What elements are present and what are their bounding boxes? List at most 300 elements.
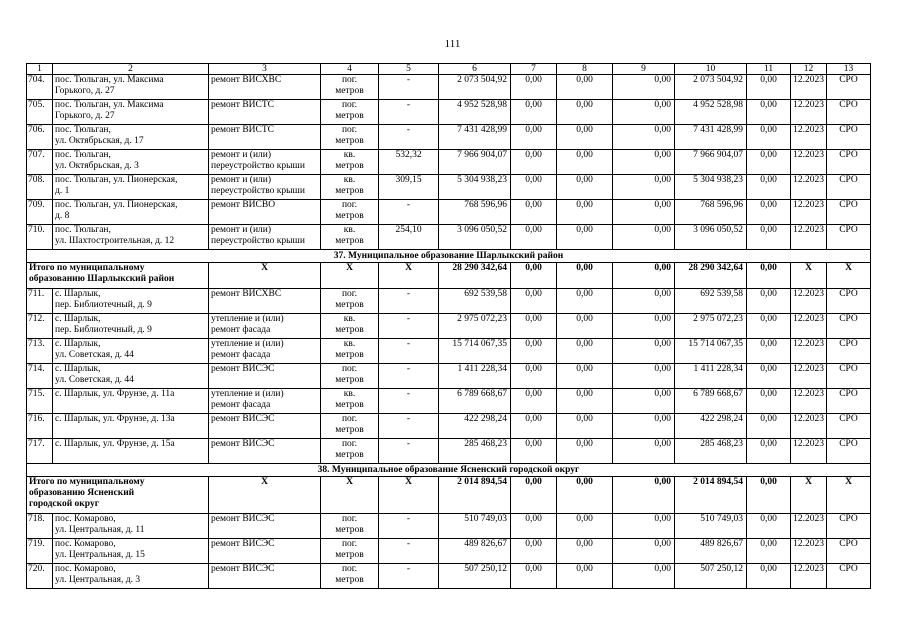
work-type-line: ремонт ВИСЭС bbox=[211, 539, 275, 549]
address-line: пос. Тюльган, ул. Максима bbox=[55, 100, 164, 110]
address-line: ул. Центральная, д. 3 bbox=[55, 575, 141, 585]
value-cell: 0,00 bbox=[613, 289, 675, 314]
cost-total-cell: 489 826,67 bbox=[439, 539, 511, 564]
area-cell: - bbox=[379, 564, 439, 589]
value-cell: 0,00 bbox=[511, 539, 557, 564]
row-number: 712. bbox=[27, 314, 53, 339]
unit-line: метров bbox=[335, 550, 364, 560]
unit-line: метров bbox=[335, 300, 364, 310]
unit-line: пог. bbox=[341, 200, 358, 210]
value-cell: 0,00 bbox=[613, 564, 675, 589]
x-cell: X bbox=[827, 263, 871, 289]
table-row bbox=[27, 439, 871, 464]
value-cell: 0,00 bbox=[511, 477, 557, 514]
work-type-line: переустройство крыши bbox=[211, 161, 305, 171]
value-cell: 0,00 bbox=[747, 175, 791, 200]
unit-line: пог. bbox=[341, 100, 358, 110]
unit-line: пог. bbox=[341, 564, 358, 574]
address-line: пер. Библиотечный, д. 9 bbox=[55, 325, 152, 335]
unit-line: метров bbox=[335, 86, 364, 96]
address-cell bbox=[53, 175, 209, 200]
method-cell: СРО bbox=[827, 414, 871, 439]
value-cell: 0,00 bbox=[613, 414, 675, 439]
unit-line: метров bbox=[335, 136, 364, 146]
unit-line: пог. bbox=[341, 75, 358, 85]
value-cell: 0,00 bbox=[511, 125, 557, 150]
cost-fund-cell: 4 952 528,98 bbox=[675, 100, 747, 125]
cost-fund-cell: 510 749,03 bbox=[675, 514, 747, 539]
value-cell: 0,00 bbox=[747, 225, 791, 250]
column-header: 4 bbox=[321, 64, 379, 75]
total-row bbox=[27, 477, 871, 514]
table-row bbox=[27, 100, 871, 125]
cost-total-cell: 2 975 072,23 bbox=[439, 314, 511, 339]
address-line: ул. Октябрьская, д. 17 bbox=[55, 136, 144, 146]
cost-total-cell: 510 749,03 bbox=[439, 514, 511, 539]
value-cell: 0,00 bbox=[613, 514, 675, 539]
value-cell: 0,00 bbox=[613, 200, 675, 225]
unit-cell bbox=[321, 439, 379, 464]
table-row bbox=[27, 339, 871, 364]
work-type-cell bbox=[209, 100, 321, 125]
row-number: 713. bbox=[27, 339, 53, 364]
column-header: 5 bbox=[379, 64, 439, 75]
row-number: 719. bbox=[27, 539, 53, 564]
cost-fund-cell: 15 714 067,35 bbox=[675, 339, 747, 364]
value-cell: 0,00 bbox=[613, 225, 675, 250]
value-cell: 0,00 bbox=[613, 263, 675, 289]
value-cell: 0,00 bbox=[557, 414, 613, 439]
unit-line: метров bbox=[335, 350, 364, 360]
work-type-line: ремонт ВИСТС bbox=[211, 100, 275, 110]
unit-line: метров bbox=[335, 525, 364, 535]
value-cell: 0,00 bbox=[557, 314, 613, 339]
x-cell: X bbox=[321, 477, 379, 514]
method-cell: СРО bbox=[827, 125, 871, 150]
work-type-line: ремонт и (или) bbox=[211, 225, 272, 235]
unit-line: метров bbox=[335, 425, 364, 435]
area-cell: - bbox=[379, 75, 439, 100]
work-type-line: ремонт и (или) bbox=[211, 150, 272, 160]
cost-total-cell: 285 468,23 bbox=[439, 439, 511, 464]
unit-cell bbox=[321, 225, 379, 250]
deadline-cell: 12.2023 bbox=[791, 389, 827, 414]
deadline-cell: 12.2023 bbox=[791, 364, 827, 389]
work-type-cell bbox=[209, 389, 321, 414]
unit-line: метров bbox=[335, 236, 364, 246]
address-line: с. Шарлык, ул. Фрунзе, д. 15а bbox=[55, 439, 175, 449]
work-type-cell bbox=[209, 175, 321, 200]
deadline-cell: 12.2023 bbox=[791, 200, 827, 225]
value-cell: 0,00 bbox=[557, 150, 613, 175]
value-cell: 0,00 bbox=[613, 100, 675, 125]
table-row bbox=[27, 364, 871, 389]
section-row bbox=[27, 464, 871, 477]
column-header: 12 bbox=[791, 64, 827, 75]
row-number: 714. bbox=[27, 364, 53, 389]
cost-total-cell: 2 073 504,92 bbox=[439, 75, 511, 100]
work-type-line: ремонт ВИСТС bbox=[211, 125, 275, 135]
method-cell: СРО bbox=[827, 100, 871, 125]
cost-fund-cell: 2 073 504,92 bbox=[675, 75, 747, 100]
row-number: 716. bbox=[27, 414, 53, 439]
value-cell: 0,00 bbox=[511, 414, 557, 439]
address-line: пос. Тюльган, ул. Максима bbox=[55, 75, 164, 85]
value-cell: 0,00 bbox=[557, 439, 613, 464]
value-cell: 0,00 bbox=[613, 364, 675, 389]
address-cell bbox=[53, 289, 209, 314]
value-cell: 0,00 bbox=[613, 150, 675, 175]
unit-line: пог. bbox=[341, 539, 358, 549]
address-line: д. 8 bbox=[55, 211, 70, 221]
row-number: 708. bbox=[27, 175, 53, 200]
value-cell: 0,00 bbox=[557, 477, 613, 514]
value-cell: 0,00 bbox=[511, 150, 557, 175]
method-cell: СРО bbox=[827, 364, 871, 389]
row-number: 705. bbox=[27, 100, 53, 125]
deadline-cell: 12.2023 bbox=[791, 564, 827, 589]
method-cell: СРО bbox=[827, 389, 871, 414]
deadline-cell: 12.2023 bbox=[791, 314, 827, 339]
header-row bbox=[27, 64, 871, 75]
unit-line: метров bbox=[335, 575, 364, 585]
deadline-cell: 12.2023 bbox=[791, 150, 827, 175]
method-cell: СРО bbox=[827, 339, 871, 364]
total-label-line: Итого по муниципальному bbox=[29, 263, 145, 273]
method-cell: СРО bbox=[827, 150, 871, 175]
deadline-cell: 12.2023 bbox=[791, 125, 827, 150]
area-cell: 532,32 bbox=[379, 150, 439, 175]
value-cell: 0,00 bbox=[613, 125, 675, 150]
address-cell bbox=[53, 414, 209, 439]
cost-fund-cell: 7 966 904,07 bbox=[675, 150, 747, 175]
unit-line: метров bbox=[335, 375, 364, 385]
unit-cell bbox=[321, 200, 379, 225]
total-label-line: образованию Ясненский bbox=[29, 488, 135, 498]
cost-fund-cell: 2 975 072,23 bbox=[675, 314, 747, 339]
value-cell: 0,00 bbox=[747, 100, 791, 125]
value-cell: 0,00 bbox=[511, 514, 557, 539]
value-cell: 0,00 bbox=[511, 564, 557, 589]
unit-line: метров bbox=[335, 325, 364, 335]
cost-total-cell: 3 096 050,52 bbox=[439, 225, 511, 250]
unit-line: кв. bbox=[343, 175, 356, 185]
work-type-line: переустройство крыши bbox=[211, 186, 305, 196]
unit-line: кв. bbox=[343, 314, 356, 324]
address-line: пер. Библиотечный, д. 9 bbox=[55, 300, 152, 310]
address-line: Горького, д. 27 bbox=[55, 111, 115, 121]
column-header: 10 bbox=[675, 64, 747, 75]
method-cell: СРО bbox=[827, 314, 871, 339]
value-cell: 0,00 bbox=[557, 539, 613, 564]
deadline-cell: 12.2023 bbox=[791, 539, 827, 564]
cost-fund-cell: 7 431 428,99 bbox=[675, 125, 747, 150]
column-header: 2 bbox=[53, 64, 209, 75]
unit-line: метров bbox=[335, 111, 364, 121]
table-body bbox=[27, 64, 871, 589]
address-line: д. 1 bbox=[55, 186, 70, 196]
value-cell: 0,00 bbox=[747, 439, 791, 464]
work-type-cell bbox=[209, 414, 321, 439]
column-header: 8 bbox=[557, 64, 613, 75]
column-header: 3 bbox=[209, 64, 321, 75]
area-cell: 254,10 bbox=[379, 225, 439, 250]
table-row bbox=[27, 314, 871, 339]
unit-cell bbox=[321, 514, 379, 539]
deadline-cell: 12.2023 bbox=[791, 225, 827, 250]
area-cell: - bbox=[379, 414, 439, 439]
address-line: с. Шарлык, ул. Фрунзе, д. 11а bbox=[55, 389, 175, 399]
value-cell: 0,00 bbox=[747, 263, 791, 289]
row-number: 711. bbox=[27, 289, 53, 314]
address-cell bbox=[53, 339, 209, 364]
total-row bbox=[27, 263, 871, 289]
work-type-line: ремонт фасада bbox=[211, 350, 271, 360]
value-cell: 0,00 bbox=[613, 314, 675, 339]
cost-fund-cell: 692 539,58 bbox=[675, 289, 747, 314]
total-cost-cell: 28 290 342,64 bbox=[439, 263, 511, 289]
deadline-cell: 12.2023 bbox=[791, 175, 827, 200]
cost-fund-cell: 507 250,12 bbox=[675, 564, 747, 589]
column-header: 9 bbox=[613, 64, 675, 75]
work-type-line: переустройство крыши bbox=[211, 236, 305, 246]
method-cell: СРО bbox=[827, 200, 871, 225]
total-fund-cell: 2 014 894,54 bbox=[675, 477, 747, 514]
value-cell: 0,00 bbox=[557, 289, 613, 314]
section-title: 37. Муниципальное образование Шарлыкский район bbox=[27, 250, 871, 263]
cost-total-cell: 15 714 067,35 bbox=[439, 339, 511, 364]
address-line: с. Шарлык, bbox=[55, 364, 101, 374]
address-cell bbox=[53, 389, 209, 414]
value-cell: 0,00 bbox=[747, 289, 791, 314]
address-cell bbox=[53, 75, 209, 100]
work-type-line: ремонт ВИСВО bbox=[211, 200, 276, 210]
unit-line: метров bbox=[335, 211, 364, 221]
unit-line: пог. bbox=[341, 439, 358, 449]
value-cell: 0,00 bbox=[747, 564, 791, 589]
unit-line: кв. bbox=[343, 339, 356, 349]
cost-total-cell: 692 539,58 bbox=[439, 289, 511, 314]
cost-fund-cell: 1 411 228,34 bbox=[675, 364, 747, 389]
cost-fund-cell: 422 298,24 bbox=[675, 414, 747, 439]
value-cell: 0,00 bbox=[557, 100, 613, 125]
row-number: 706. bbox=[27, 125, 53, 150]
area-cell: - bbox=[379, 389, 439, 414]
address-line: ул. Шахтостроительная, д. 12 bbox=[55, 236, 175, 246]
method-cell: СРО bbox=[827, 175, 871, 200]
method-cell: СРО bbox=[827, 539, 871, 564]
row-number: 720. bbox=[27, 564, 53, 589]
value-cell: 0,00 bbox=[511, 75, 557, 100]
address-line: пос. Тюльган, ул. Пионерская, bbox=[55, 200, 178, 210]
unit-line: пог. bbox=[341, 514, 358, 524]
value-cell: 0,00 bbox=[747, 514, 791, 539]
table-row bbox=[27, 175, 871, 200]
work-type-cell bbox=[209, 125, 321, 150]
address-line: с. Шарлык, bbox=[55, 289, 101, 299]
unit-line: кв. bbox=[343, 150, 356, 160]
section-title: 38. Муниципальное образование Ясненский городской округ bbox=[27, 464, 871, 477]
work-type-line: утепление и (или) bbox=[211, 389, 284, 399]
unit-cell bbox=[321, 339, 379, 364]
method-cell: СРО bbox=[827, 289, 871, 314]
value-cell: 0,00 bbox=[747, 364, 791, 389]
value-cell: 0,00 bbox=[747, 314, 791, 339]
total-label-line: городской округ bbox=[29, 499, 100, 509]
work-type-cell bbox=[209, 314, 321, 339]
value-cell: 0,00 bbox=[747, 477, 791, 514]
address-line: с. Шарлык, ул. Фрунзе, д. 13а bbox=[55, 414, 175, 424]
area-cell: - bbox=[379, 439, 439, 464]
unit-cell bbox=[321, 125, 379, 150]
row-number: 715. bbox=[27, 389, 53, 414]
address-cell bbox=[53, 439, 209, 464]
table-row bbox=[27, 200, 871, 225]
table-row bbox=[27, 389, 871, 414]
value-cell: 0,00 bbox=[511, 389, 557, 414]
address-line: ул. Советская, д. 44 bbox=[55, 350, 134, 360]
total-label-line: Итого по муниципальному bbox=[29, 477, 145, 487]
value-cell: 0,00 bbox=[511, 314, 557, 339]
cost-total-cell: 7 966 904,07 bbox=[439, 150, 511, 175]
x-cell: X bbox=[379, 477, 439, 514]
value-cell: 0,00 bbox=[747, 125, 791, 150]
work-type-cell bbox=[209, 564, 321, 589]
work-type-line: ремонт ВИСХВС bbox=[211, 289, 282, 299]
row-number: 709. bbox=[27, 200, 53, 225]
address-line: пос. Комарово, bbox=[55, 539, 116, 549]
unit-cell bbox=[321, 564, 379, 589]
address-cell bbox=[53, 125, 209, 150]
x-cell: X bbox=[379, 263, 439, 289]
table-row bbox=[27, 514, 871, 539]
unit-line: пог. bbox=[341, 289, 358, 299]
work-type-line: ремонт и (или) bbox=[211, 175, 272, 185]
value-cell: 0,00 bbox=[557, 263, 613, 289]
unit-line: метров bbox=[335, 161, 364, 171]
unit-cell bbox=[321, 75, 379, 100]
work-type-line: утепление и (или) bbox=[211, 339, 284, 349]
value-cell: 0,00 bbox=[511, 289, 557, 314]
method-cell: СРО bbox=[827, 439, 871, 464]
unit-cell bbox=[321, 100, 379, 125]
value-cell: 0,00 bbox=[511, 200, 557, 225]
value-cell: 0,00 bbox=[557, 389, 613, 414]
address-line: пос. Комарово, bbox=[55, 514, 116, 524]
area-cell: - bbox=[379, 100, 439, 125]
value-cell: 0,00 bbox=[557, 514, 613, 539]
address-line: пос. Тюльган, bbox=[55, 225, 111, 235]
total-label-line: образованию Шарлыкский район bbox=[29, 274, 175, 284]
x-cell: X bbox=[209, 263, 321, 289]
unit-cell bbox=[321, 175, 379, 200]
cost-total-cell: 507 250,12 bbox=[439, 564, 511, 589]
x-cell: X bbox=[827, 477, 871, 514]
address-line: пос. Тюльган, bbox=[55, 125, 111, 135]
cost-total-cell: 422 298,24 bbox=[439, 414, 511, 439]
unit-cell bbox=[321, 364, 379, 389]
area-cell: - bbox=[379, 364, 439, 389]
address-line: с. Шарлык, bbox=[55, 339, 101, 349]
work-type-line: ремонт фасада bbox=[211, 400, 271, 410]
area-cell: - bbox=[379, 539, 439, 564]
capital-repair-table bbox=[26, 63, 871, 589]
unit-line: метров bbox=[335, 186, 364, 196]
value-cell: 0,00 bbox=[511, 364, 557, 389]
value-cell: 0,00 bbox=[511, 439, 557, 464]
value-cell: 0,00 bbox=[747, 200, 791, 225]
cost-fund-cell: 285 468,23 bbox=[675, 439, 747, 464]
value-cell: 0,00 bbox=[613, 339, 675, 364]
table-row bbox=[27, 75, 871, 100]
value-cell: 0,00 bbox=[747, 389, 791, 414]
area-cell: - bbox=[379, 339, 439, 364]
address-line: пос. Тюльган, ул. Пионерская, bbox=[55, 175, 178, 185]
value-cell: 0,00 bbox=[613, 539, 675, 564]
area-cell: - bbox=[379, 125, 439, 150]
work-type-line: ремонт ВИСЭС bbox=[211, 414, 275, 424]
area-cell: - bbox=[379, 200, 439, 225]
work-type-line: ремонт ВИСЭС bbox=[211, 364, 275, 374]
x-cell: X bbox=[791, 477, 827, 514]
address-cell bbox=[53, 314, 209, 339]
value-cell: 0,00 bbox=[613, 477, 675, 514]
table-row bbox=[27, 414, 871, 439]
deadline-cell: 12.2023 bbox=[791, 75, 827, 100]
address-cell bbox=[53, 514, 209, 539]
row-number: 717. bbox=[27, 439, 53, 464]
work-type-cell bbox=[209, 225, 321, 250]
table-row bbox=[27, 225, 871, 250]
table-row bbox=[27, 150, 871, 175]
unit-line: пог. bbox=[341, 414, 358, 424]
x-cell: X bbox=[321, 263, 379, 289]
unit-cell bbox=[321, 539, 379, 564]
column-header: 13 bbox=[827, 64, 871, 75]
work-type-line: утепление и (или) bbox=[211, 314, 284, 324]
value-cell: 0,00 bbox=[557, 339, 613, 364]
table-row bbox=[27, 564, 871, 589]
method-cell: СРО bbox=[827, 564, 871, 589]
unit-line: пог. bbox=[341, 364, 358, 374]
address-line: ул. Октябрьская, д. 3 bbox=[55, 161, 139, 171]
row-number: 710. bbox=[27, 225, 53, 250]
address-cell bbox=[53, 364, 209, 389]
unit-line: пог. bbox=[341, 125, 358, 135]
total-label bbox=[27, 263, 209, 289]
address-line: ул. Советская, д. 44 bbox=[55, 375, 134, 385]
work-type-cell bbox=[209, 364, 321, 389]
cost-total-cell: 6 789 668,67 bbox=[439, 389, 511, 414]
work-type-cell bbox=[209, 200, 321, 225]
value-cell: 0,00 bbox=[511, 100, 557, 125]
work-type-line: ремонт ВИСЭС bbox=[211, 514, 275, 524]
address-cell bbox=[53, 225, 209, 250]
cost-fund-cell: 3 096 050,52 bbox=[675, 225, 747, 250]
unit-line: кв. bbox=[343, 225, 356, 235]
value-cell: 0,00 bbox=[557, 175, 613, 200]
value-cell: 0,00 bbox=[557, 564, 613, 589]
x-cell: X bbox=[209, 477, 321, 514]
value-cell: 0,00 bbox=[511, 263, 557, 289]
total-cost-cell: 2 014 894,54 bbox=[439, 477, 511, 514]
unit-cell bbox=[321, 314, 379, 339]
address-line: с. Шарлык, bbox=[55, 314, 101, 324]
value-cell: 0,00 bbox=[613, 389, 675, 414]
unit-cell bbox=[321, 389, 379, 414]
work-type-line: ремонт фасада bbox=[211, 325, 271, 335]
table-row bbox=[27, 289, 871, 314]
